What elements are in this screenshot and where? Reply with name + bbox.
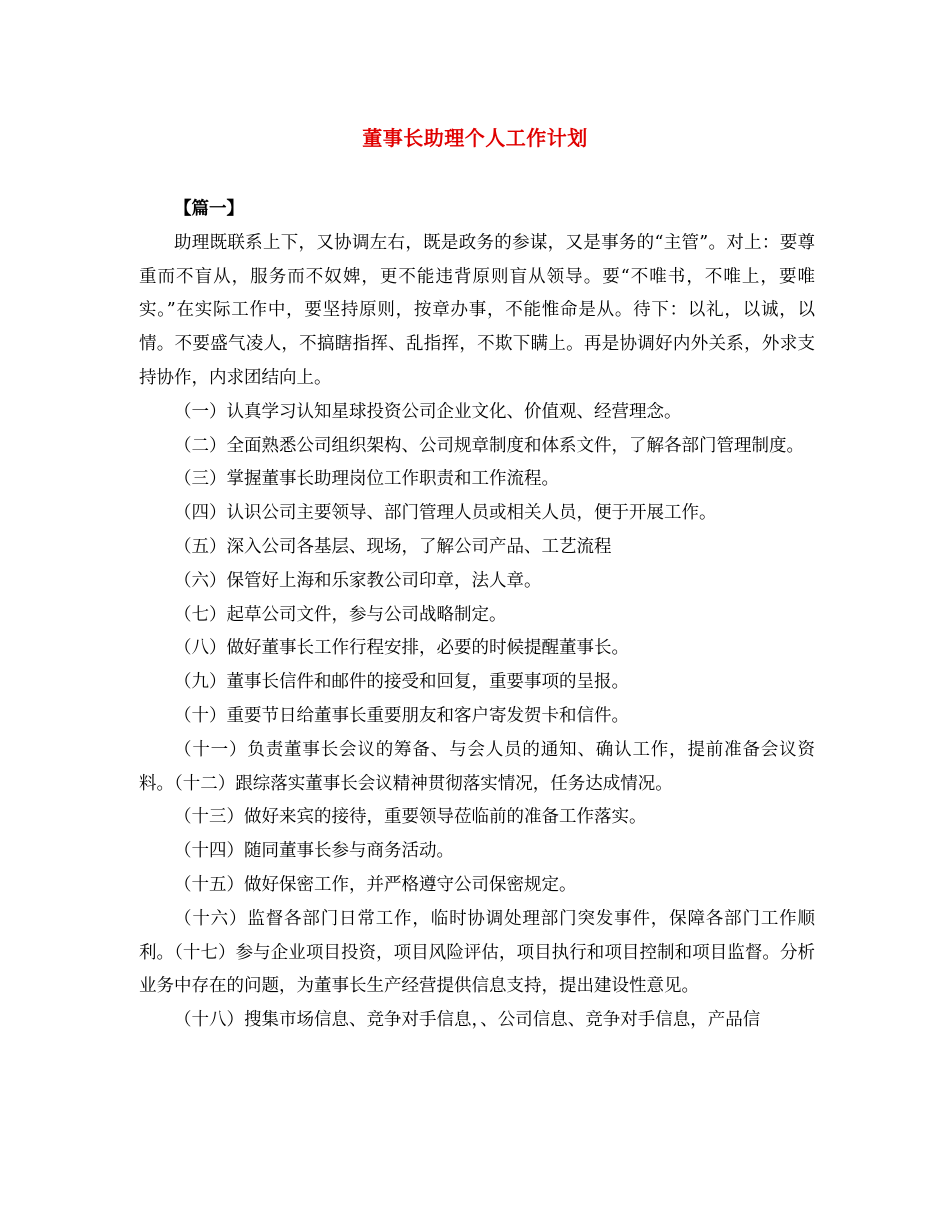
paragraph-item-7: （七）起草公司文件，参与公司战略制定。 bbox=[174, 604, 507, 625]
paragraph-item-4: （四）认识公司主要领导、部门管理人员或相关人员，便于开展工作。 bbox=[174, 503, 717, 524]
document-body bbox=[139, 193, 815, 1038]
paragraph-item-3: （三）掌握董事长助理岗位工作职责和工作流程。 bbox=[174, 469, 559, 490]
paragraph-item-15: （十五）做好保密工作，并严格遵守公司保密规定。 bbox=[174, 874, 577, 895]
paragraph-item-13: （十三）做好来宾的接待，重要领导莅临前的准备工作落实。 bbox=[174, 807, 647, 828]
paragraph-item-5: （五）深入公司各基层、现场，了解公司产品、工艺流程 bbox=[174, 536, 612, 557]
paragraph-item-2: （二）全面熟悉公司组织架构、公司规章制度和体系文件，了解各部门管理制度。 bbox=[174, 435, 804, 456]
paragraph-item-11-12: （十一）负责董事长会议的筹备、与会人员的通知、确认工作，提前准备会议资料。（十二）跟综落实董事长会议精神贯彻落实情况，任务达成情况。 bbox=[139, 739, 815, 794]
paragraph-item-18: （十八）搜集市场信息、竞争对手信息，、公司信息、竞争对手信息，产品信 bbox=[174, 1010, 761, 1031]
paragraph-intro: 助理既联系上下，又协调左右，既是政务的参谋，又是事务的“主管”。对上：要尊重而不盲从，服务而不奴婢，更不能违背原则盲从领导。要“不唯书，不唯上，要唯实。”在实际工作中，要坚持原则，按章办事，不能惟命是从。待下：以礼，以诚，以情。不要盛气凌人，不搞瞎指挥、乱指挥，不欺下瞒上。再是协调好内外关系，外求支持协作，内求团结向上。 bbox=[139, 232, 815, 388]
paragraph-item-16-17: （十六）监督各部门日常工作，临时协调处理部门突发事件，保障各部门工作顺利。（十七）参与企业项目投资，项目风险评估，项目执行和项目控制和项目监督。分析业务中存在的问题，为董事长生产经营提供信息支持，提出建设性意见。 bbox=[139, 908, 815, 997]
paragraph-item-8: （八）做好董事长工作行程安排，必要的时候提醒董事长。 bbox=[174, 638, 629, 659]
paragraph-item-6: （六）保管好上海和乐家教公司印章，法人章。 bbox=[174, 570, 542, 591]
paragraph-item-9: （九）董事长信件和邮件的接受和回复，重要事项的呈报。 bbox=[174, 672, 629, 693]
document-title: 董事长助理个人工作计划 bbox=[362, 126, 588, 150]
paragraph-item-1: （一）认真学习认知星球投资公司企业文化、价值观、经营理念。 bbox=[174, 401, 682, 422]
section-label: 【篇一】 bbox=[174, 199, 244, 219]
paragraph-item-14: （十四）随同董事长参与商务活动。 bbox=[174, 841, 454, 862]
paragraph-item-10: （十）重要节日给董事长重要朋友和客户寄发贺卡和信件。 bbox=[174, 705, 629, 726]
